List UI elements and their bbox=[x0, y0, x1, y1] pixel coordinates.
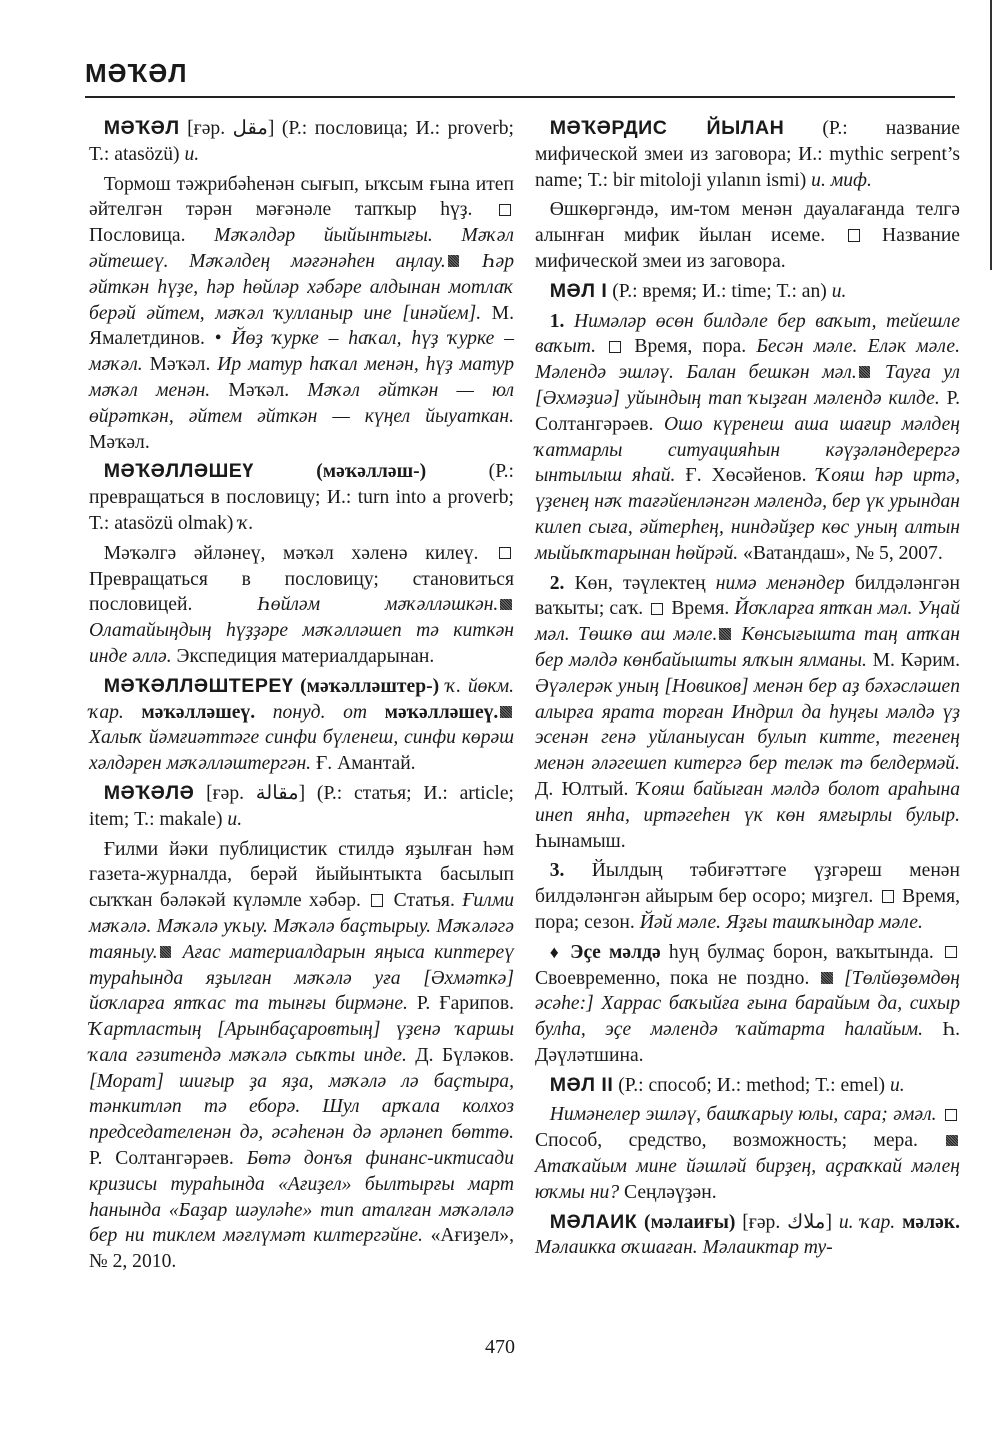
headword: МӘҠӘРДИС ЙЫЛАН bbox=[549, 117, 785, 139]
entry-mal1-sense-3 bbox=[535, 858, 960, 935]
part-of-speech: ҡ. йөкм. ҡар. bbox=[89, 675, 514, 723]
citation-source: «Ағиҙел», № 2, 2010. bbox=[89, 1225, 514, 1273]
definition: Көн, тәүлектең bbox=[564, 572, 716, 594]
entry-mal1 bbox=[535, 279, 960, 305]
etymology: [ғәр. bbox=[179, 118, 233, 139]
arabic-script: مقل bbox=[232, 118, 268, 139]
citation: Әүәлерәк уның [Новиков] менән бер аҙ бәхәсләшеп алырға ярата торған Индрил да hуңғы мәлдә үҙ эсенән генә уйланыусан булып китте, тегенең менән әләгешеп китергә бер теләк тә белдермәй. bbox=[535, 675, 960, 775]
stem-form: (мәлаиғы) bbox=[637, 1211, 736, 1233]
square-icon bbox=[609, 341, 621, 353]
citation-source: Ғ. Амантай. bbox=[311, 753, 416, 775]
citation: Ҡартластың [Арынбаҫаровтың] үҙенә ҡаршы ҡала гәзитендә мәҡәлә сыҡты инде. bbox=[89, 1019, 514, 1066]
russian-translation: Способ, средство, возможность; мера. bbox=[535, 1130, 945, 1152]
block-icon bbox=[821, 972, 833, 984]
citation: Олатайыңдың һүҙҙәре мәҡәлләшеп тә киткән инде әллә. bbox=[89, 620, 514, 667]
citation: Бөтә донъя финанс-иктисади кризисы тураhында «Ағиҙел» былтырғы март hанында «Баҙар шәуләhе» тип аталған мәҡәләлә бер ни тиклем мәғлүмәт килтергәйне. bbox=[89, 1148, 514, 1247]
square-icon bbox=[848, 229, 860, 241]
citation-source: Ғ. Хөсәйенов. bbox=[675, 465, 817, 487]
entry-makal bbox=[89, 116, 514, 168]
arabic-script: ملاك bbox=[787, 1211, 826, 1233]
block-icon bbox=[500, 706, 512, 718]
citation: Ҡояш hәр иртә, үҙенең нәҡ тағәйенләнгән мәлендә, бер үк урындан килеп сыға, әйтерhең, ниндәйҙер көс уның алтын мыйыҡтарынан hөйрәй. bbox=[535, 465, 961, 564]
gloss: (Р.: время; И.: time; Т.: an) bbox=[607, 280, 832, 302]
stem-form: (мәҡәлләш-) bbox=[253, 461, 427, 483]
left-column bbox=[89, 116, 514, 1279]
citation: Ир матур hаҡал менән, hүҙ матур мәҡәл менән. bbox=[89, 354, 515, 401]
part-of-speech: и. ҡар. bbox=[838, 1211, 903, 1233]
bullet-icon: • bbox=[214, 328, 222, 350]
idiom: Эҫе мәлдә bbox=[561, 941, 661, 963]
citation: Ошо күренеш аша шағир мәлдең ҡатмарлы ситуацияhын кәүҙәләндерергә ынтылыш яhай. bbox=[535, 413, 960, 487]
entry-makardis bbox=[535, 116, 960, 193]
citation-source: Д. Бүләков. bbox=[406, 1044, 514, 1066]
russian-translation: Время, пора; сезон. bbox=[535, 886, 960, 933]
block-icon bbox=[448, 255, 460, 267]
idiom-definition: һуң булмаҫ борон, ваҡытында. bbox=[660, 941, 942, 963]
citation-source: Һ. Дәүләтшина. bbox=[535, 1019, 961, 1066]
definition: Тормош тәжрибәhенән сығып, ыҡсым ғына итеп әйтелгән тәрән мәғәнәле тапҡыр һүҙ. bbox=[89, 173, 514, 221]
part-of-speech: и. bbox=[227, 808, 243, 830]
headword: МӘҠӘЛ bbox=[103, 117, 180, 139]
citation: Мәҡәл әйткән — юл өйрәткән, әйтем әйткән — күңел йыуаткан. bbox=[89, 379, 514, 427]
cross-reference: мәҡәлләшеү. bbox=[141, 701, 256, 723]
gloss: (Р.: способ; И.: method; Т.: emel) bbox=[613, 1074, 890, 1096]
entry-makallashterew bbox=[89, 674, 514, 777]
entry-makardis-definition bbox=[535, 197, 960, 274]
citation: Көнсығышта таң атҡан бер мәлдә көнбайышты ялҡын ялманы. bbox=[535, 624, 960, 671]
etymology: [ғәр. bbox=[194, 782, 256, 804]
citation-source: Мәҡәл. bbox=[142, 354, 218, 376]
gloss: (Р.: превращаться в пословицу; И.: turn into a proverb; Т.: atasözü olmak) bbox=[89, 461, 514, 534]
definition: Мәҡәлгә әйләнеү, мәҡәл хәленә килеү. bbox=[103, 542, 496, 564]
sense-number: 3. bbox=[549, 860, 565, 882]
etymology: [ғәр. bbox=[735, 1211, 788, 1233]
russian-translation: Пословица. bbox=[89, 225, 215, 247]
part-of-speech: ҡ. bbox=[238, 512, 254, 534]
example: Йәй мәле. Яҙғы ташҡындар мәле. bbox=[639, 911, 923, 933]
definition: Ғилми йәки публицистик стилдә яҙылған һәм газета-журналда, берәй йыйынтыкта басылып сыҡҡан бәләкәй күләмле хәбәр. bbox=[89, 838, 514, 912]
diamond-icon: ♦ bbox=[549, 941, 562, 962]
definition: Мәлаикка оҡшаған. Мәлаиктар ту- bbox=[535, 1237, 833, 1259]
headword: МӘЛ II bbox=[549, 1073, 614, 1096]
definition: Нимәнелер эшләү, башҡарыу юлы, сара; әмәл. bbox=[549, 1104, 942, 1126]
headword: МӘҠӘЛЛӘШЕҮ bbox=[103, 460, 254, 483]
entry-makal-definition bbox=[89, 172, 514, 456]
entry-mal1-sense-2 bbox=[535, 571, 960, 855]
square-icon bbox=[651, 603, 663, 615]
citation: Тауға ул [Әхмәҙиә] уйындың тап ҡыҙған мәлендә килде. bbox=[535, 362, 960, 409]
citation-source: Р. Ғарипов. bbox=[407, 993, 514, 1015]
note: понуд. от bbox=[255, 701, 385, 723]
entry-makallashew-definition bbox=[89, 541, 514, 670]
entry-mal2-definition bbox=[535, 1102, 960, 1205]
definition-note: нимә менәндер bbox=[715, 572, 845, 594]
russian-translation: Статья. bbox=[386, 890, 463, 912]
block-icon bbox=[500, 599, 512, 611]
square-icon bbox=[945, 1109, 957, 1121]
page-edge-line bbox=[990, 0, 992, 270]
part-of-speech: и. bbox=[831, 280, 847, 302]
definition: Нимәләр өсөн билдәле бер ваҡыт, тейешле ваҡыт. bbox=[535, 310, 960, 358]
square-icon bbox=[945, 946, 957, 958]
header-rule bbox=[85, 96, 955, 98]
square-icon bbox=[499, 547, 511, 559]
cross-reference: мәләк. bbox=[902, 1211, 960, 1233]
entry-makala-definition bbox=[89, 837, 514, 1276]
block-icon bbox=[946, 1135, 958, 1147]
citation-source: М. Кәрим. bbox=[866, 649, 960, 671]
russian-translation: Превращаться в пословицу; становиться пословицей. bbox=[89, 568, 514, 616]
citation-source: М. Ямалетдинов. bbox=[89, 302, 514, 350]
example: Йоҡларға ятҡан мәл. Уңай мәл. Төшкө аш мәле. bbox=[535, 598, 961, 646]
right-column bbox=[535, 116, 960, 1265]
sense-number: 1. bbox=[549, 310, 565, 332]
definition: Йылдың тәбиғәттәге үҙгәреш менән билдәләнгән айырым бер осоро; миҙгел. bbox=[535, 860, 960, 908]
example: Ғилми мәҡәлә. Мәҡәлә уҡыу. Мәҡәлә баҫтырыу. Мәҡәләгә таяныу. bbox=[89, 890, 514, 963]
citation: Ағас материалдарын яңыса киптереү тураhында яҙылған мәҡәлә уға [Әхмәткә] йоҡларға ятҡас та тынғы бирмәне. bbox=[89, 941, 514, 1015]
citation-source: Сеңләүҙән. bbox=[619, 1181, 717, 1203]
example: Мәҡәлдәр йыйынтығы. Мәҡәл әйтешеү. Мәҡәлдең мәғәнәhен аңлау. bbox=[89, 225, 514, 272]
entry-malaik bbox=[535, 1210, 960, 1262]
citation: Атаҡайым мине йәшләй бирҙең, аҫраҡкай мәлең юҡмы ни? bbox=[535, 1156, 960, 1203]
citation-source: Р. Солтангәрәев. bbox=[89, 1148, 247, 1170]
block-icon bbox=[719, 628, 731, 640]
citation: Халыҡ йәмғиәттәге синфи бүленеш, синфи көрәш хәлдәрен мәҡәлләштергән. bbox=[89, 727, 514, 775]
citation-source: Д. Юлтый. bbox=[535, 778, 637, 800]
citation-source: Мәҡәл. bbox=[210, 379, 308, 401]
page-number: 470 bbox=[485, 1336, 515, 1358]
gloss: (Р.: название мифической змеи из заговора; И.: mythic serpent’s name; Т.: bir mitoloji yılanın ismi) bbox=[535, 118, 960, 191]
citation: [Төлйөҙөмдөң әсәhе:] Харрас баҡыйға ғына барайым да, сихыр булhа, эҫе мәлендә ҡайтарта hалайым. bbox=[535, 967, 960, 1041]
citation: [Морат] шиғыр ҙа яҙа, мәҡәлә лә баҫтыра, тәнкитләп тә еборә. Шул арҡала колхоз председателенән дә, әсәhенән дә әрләнеп бөттө. bbox=[89, 1070, 514, 1144]
headword: МӘЛ I bbox=[549, 279, 608, 302]
headword: МӘҠӘЛӘ bbox=[103, 781, 195, 804]
citation-source: Р. Солтангәрәев. bbox=[535, 387, 960, 435]
entry-mal1-sense-1 bbox=[535, 309, 960, 567]
example: Бесән мәле. Еләк мәле. Мәлендә эшләү. Балан бешкән мәл. bbox=[535, 336, 960, 384]
part-of-speech: и. миф. bbox=[811, 169, 872, 191]
entry-makallashew bbox=[89, 459, 514, 536]
headword: МӘҠӘЛЛӘШТЕРЕҮ bbox=[103, 674, 294, 697]
russian-translation: Время, пора. bbox=[624, 336, 757, 358]
square-icon bbox=[882, 890, 894, 902]
citation: Ҡояш байыған мәлдә болот араhына инеп янhа, иртәгеhен үк көн ямғырлы булыр. bbox=[535, 778, 960, 826]
part-of-speech: и. bbox=[889, 1074, 905, 1096]
russian-translation: Время. bbox=[666, 598, 735, 620]
part-of-speech: и. bbox=[184, 143, 200, 165]
sense-number: 2. bbox=[549, 572, 565, 594]
gloss: ] (Р.: пословица; И.: proverb; Т.: atasözü) bbox=[89, 118, 514, 165]
entry-makala bbox=[89, 781, 514, 833]
square-icon bbox=[371, 894, 383, 906]
etymology-close: ] bbox=[825, 1211, 839, 1233]
gloss: ] (Р.: статья; И.: article; item; Т.: makale) bbox=[89, 782, 514, 830]
square-icon bbox=[499, 204, 511, 216]
citation-source: Мәҡәл. bbox=[89, 431, 150, 453]
entry-mal1-idiom bbox=[535, 940, 960, 1069]
arabic-script: مقالة bbox=[255, 782, 299, 804]
cross-reference: мәҡәлләшеү. bbox=[384, 701, 499, 723]
stem-form: (мәҡәлләштер-) bbox=[293, 675, 440, 697]
example: Һөйләм мәҡәлләшкән. bbox=[257, 594, 499, 616]
block-icon bbox=[859, 366, 871, 378]
russian-translation: Название мифической змеи из заговора. bbox=[535, 225, 960, 272]
citation-source: Һынамыш. bbox=[535, 830, 626, 852]
citation: Йөҙ ҡурке – hаҡал, hүҙ ҡурке – мәҡәл. bbox=[89, 328, 514, 376]
running-head: МӘҠӘЛ bbox=[85, 58, 188, 88]
entry-mal2 bbox=[535, 1073, 960, 1099]
citation-source: Экспедиция материалдарынан. bbox=[171, 645, 435, 667]
definition: Өшкөргәндә, им-том менән дауалағанда телгә алынған мифик йылан исеме. bbox=[535, 199, 960, 247]
definition: билдәләнгән ваҡыты; саҡ. bbox=[535, 572, 960, 620]
citation-source: «Ватандаш», № 5, 2007. bbox=[738, 542, 943, 564]
block-icon bbox=[160, 946, 172, 958]
citation: Һәр әйткән һүҙе, һәр hөйләр хәбәре алдынан мотлаҡ берәй әйтем, мәҡәл ҡулланыр ине [инәйем]. bbox=[89, 250, 514, 324]
russian-translation: Своевременно, пока не поздно. bbox=[535, 967, 819, 989]
headword: МӘЛАИК bbox=[549, 1210, 638, 1233]
